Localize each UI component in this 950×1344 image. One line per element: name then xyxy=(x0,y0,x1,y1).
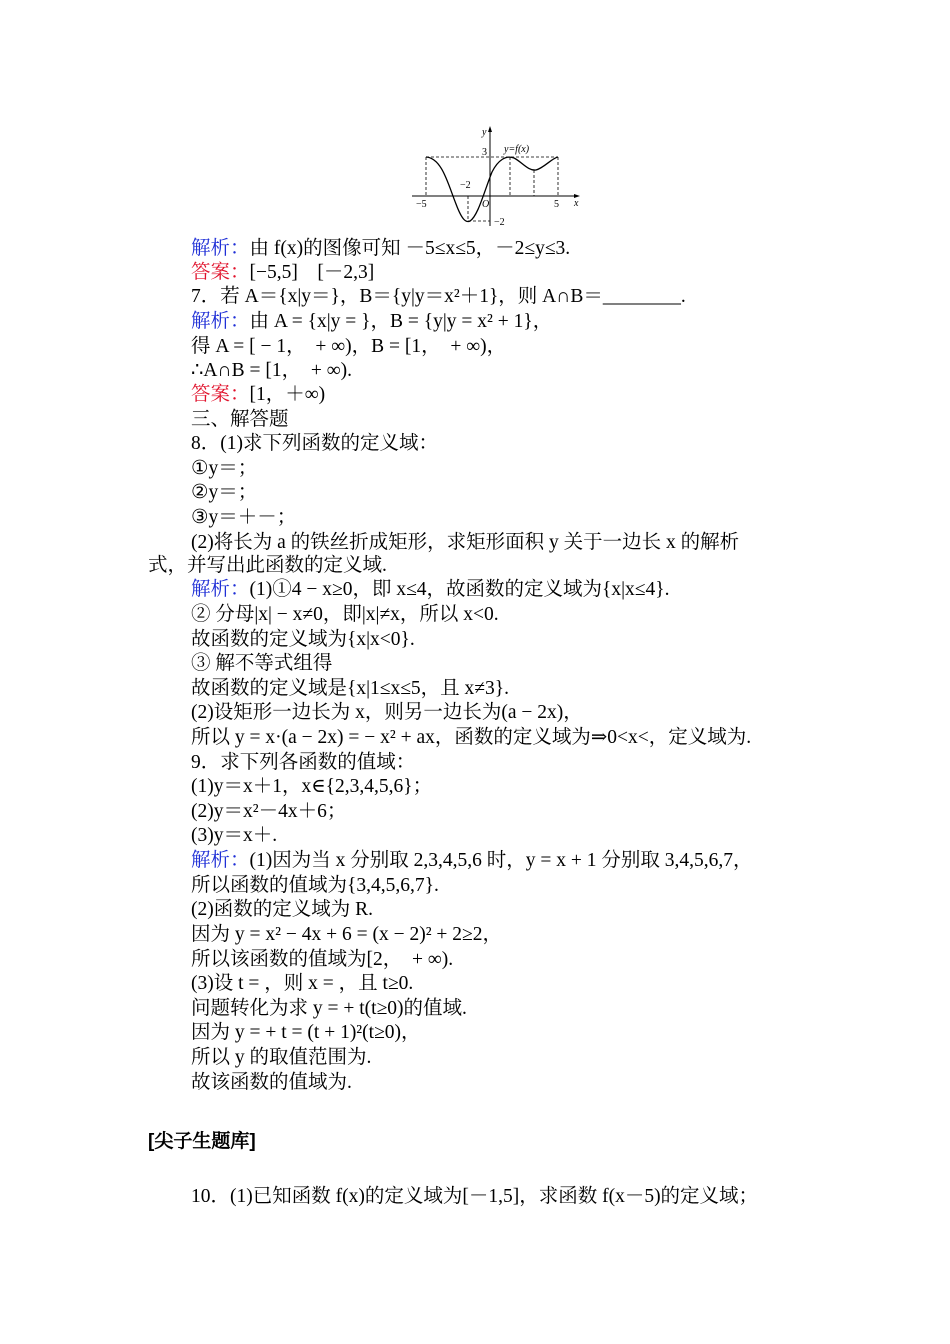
line-text: (3)y＝x＋. xyxy=(191,825,278,846)
text-line xyxy=(191,824,277,848)
section-heading xyxy=(191,408,289,432)
text-line xyxy=(191,603,499,627)
line-text: (2)y＝x²－4x＋6； xyxy=(191,801,347,822)
line-text: 因为 y = + t = (t + 1)²(t≥0)， xyxy=(191,1022,421,1043)
section-title: [尖子生题库] xyxy=(148,1131,256,1152)
line-text: ∴A∩B = [1， + ∞). xyxy=(191,360,352,381)
text-line xyxy=(191,578,669,602)
text-line xyxy=(191,481,257,505)
function-graph xyxy=(408,122,584,232)
text-line xyxy=(191,506,296,530)
analysis-label: 解析： xyxy=(191,579,250,600)
line-text: 问题转化为求 y = + t(t≥0)的值域. xyxy=(191,998,467,1019)
analysis-label: 解析： xyxy=(191,238,250,259)
line-text: 所以 y 的取值范围为. xyxy=(191,1047,372,1068)
text-line xyxy=(191,997,467,1021)
text-line xyxy=(191,898,373,922)
line-text: (2)将长为 a 的铁丝折成矩形，求矩形面积 y 关于一边长 x 的解析 xyxy=(191,532,740,553)
line-text: [−5,5] [－2,3] xyxy=(249,262,375,283)
line-text: ①y＝； xyxy=(191,458,258,479)
question-10: 10．(1)已知函数 f(x)的定义域为[－1,5]，求函数 f(x－5)的定义域； xyxy=(191,1186,759,1207)
line-text: 8．(1)求下列函数的定义域： xyxy=(191,433,438,454)
text-line xyxy=(191,800,346,824)
line-text: 所以 y = x·(a − 2x) = − x² + ax，函数的定义域为⇒0<x<，定义域为. xyxy=(191,727,752,748)
line-text: 所以函数的值域为{3,4,5,6,7}. xyxy=(191,875,439,896)
tick-y-neg2: −2 xyxy=(494,217,505,228)
line-text: 三、解答题 xyxy=(191,409,289,430)
question-7 xyxy=(191,285,686,309)
line-text: 故该函数的值域为. xyxy=(191,1072,352,1093)
text-line xyxy=(191,948,453,972)
text-line xyxy=(148,554,387,578)
question-8 xyxy=(191,432,438,456)
text-line xyxy=(191,972,413,996)
answer-label: 答案： xyxy=(191,384,250,405)
x-axis-label: x xyxy=(574,198,579,209)
text-line xyxy=(191,383,325,407)
text-line xyxy=(191,923,502,947)
line-text: (2)设矩形一边长为 x，则另一边长为(a − 2x)， xyxy=(191,702,583,723)
text-line xyxy=(191,310,552,334)
line-text: (2)函数的定义域为 R. xyxy=(191,899,373,920)
text-line xyxy=(191,1021,421,1045)
text-line xyxy=(191,775,432,799)
text-line xyxy=(191,726,751,750)
text-line xyxy=(191,261,374,285)
function-label: y=f(x) xyxy=(504,144,530,155)
line-text: 故函数的定义域为{x|x<0}. xyxy=(191,629,415,650)
line-text: 故函数的定义域是{x|1≤x≤5，且 x≠3}. xyxy=(191,678,509,699)
tick-y-3: 3 xyxy=(482,147,487,158)
text-line xyxy=(191,457,257,481)
tick-x-neg2: −2 xyxy=(460,180,471,191)
question-9 xyxy=(191,751,415,775)
text-line xyxy=(191,1071,352,1095)
tick-x-neg5: −5 xyxy=(416,199,427,210)
text-line xyxy=(191,531,739,555)
text-line xyxy=(191,237,570,261)
analysis-label: 解析： xyxy=(191,850,250,871)
text-line xyxy=(191,628,415,652)
line-text: 因为 y = x² − 4x + 6 = (x − 2)² + 2≥2， xyxy=(191,924,502,945)
line-text: ③ 解不等式组得 xyxy=(191,653,333,674)
line-text: 由 A = {x|y = }，B = {y|y = x² + 1}， xyxy=(249,311,553,332)
line-text: 式，并写出此函数的定义域. xyxy=(148,555,387,576)
origin-label: O xyxy=(482,199,490,210)
line-text: 得 A = [ − 1， + ∞)，B = [1， + ∞)， xyxy=(191,336,507,357)
line-text: 9．求下列各函数的值域： xyxy=(191,752,416,773)
tick-x-5: 5 xyxy=(554,199,559,210)
y-axis-label: y xyxy=(482,127,487,138)
line-text: 由 f(x)的图像可知 －5≤x≤5，－2≤y≤3. xyxy=(249,238,571,259)
text-line xyxy=(191,1046,371,1070)
text-line xyxy=(191,335,506,359)
text-line xyxy=(191,359,352,383)
line-text: (1)①4 − x≥0，即 x≤4，故函数的定义域为{x|x≤4}. xyxy=(249,579,670,600)
answer-label: 答案： xyxy=(191,262,250,283)
line-text: 7．若 A＝{x|y＝}，B＝{y|y＝x²＋1}，则 A∩B＝________. xyxy=(191,286,686,307)
text-line xyxy=(191,701,583,725)
line-text: 所以该函数的值域为[2， + ∞). xyxy=(191,949,454,970)
analysis-label: 解析： xyxy=(191,311,250,332)
line-text: ② 分母|x| − x≠0，即|x|≠x，所以 x<0. xyxy=(191,604,499,625)
line-text: (1)y＝x＋1，x∈{2,3,4,5,6}； xyxy=(191,776,433,797)
text-line xyxy=(191,849,753,873)
line-text: (1)因为当 x 分别取 2,3,4,5,6 时，y = x + 1 分别取 3,4,5,6,7， xyxy=(249,850,753,871)
line-text: [1，＋∞) xyxy=(249,384,326,405)
text-line xyxy=(191,652,332,676)
line-text: ②y＝； xyxy=(191,482,258,503)
line-text: ③y＝＋－； xyxy=(191,507,297,528)
text-line xyxy=(191,874,439,898)
line-text: (3)设 t = ，则 x = ，且 t≥0. xyxy=(191,973,414,994)
text-line xyxy=(191,677,509,701)
